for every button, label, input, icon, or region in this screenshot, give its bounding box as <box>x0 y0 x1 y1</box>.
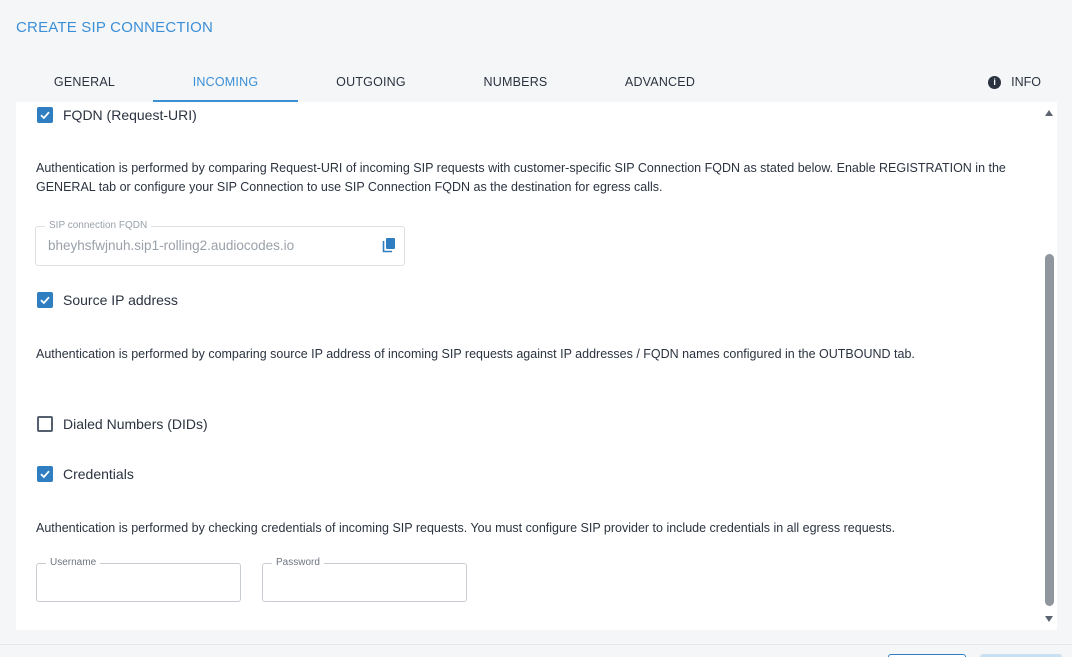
tab-info-label: INFO <box>1011 75 1041 89</box>
checkmark-icon <box>39 468 51 480</box>
source-ip-checkbox[interactable] <box>37 292 53 308</box>
dids-checkbox-row[interactable] <box>37 416 208 432</box>
tab-incoming[interactable]: INCOMING <box>153 62 298 102</box>
credentials-description: Authentication is performed by checking credentials of incoming SIP requests. You must configure SIP provider to include credentials in all egress requests. <box>36 521 896 535</box>
fqdn-checkbox-label: FQDN (Request-URI) <box>63 107 197 123</box>
fqdn-description: Authentication is performed by comparing Request-URI of incoming SIP requests with customer-specific SIP Connection FQDN as stated below. Enable REGISTRATION in the GENERAL tab or configure your SIP Connection to use SIP Connection FQDN as the destination for egress calls. <box>36 161 1006 194</box>
checkmark-icon <box>39 294 51 306</box>
fqdn-checkbox-row[interactable] <box>37 107 197 123</box>
password-field[interactable] <box>262 557 467 602</box>
incoming-panel <box>16 102 1057 630</box>
scroll-up-arrow-icon[interactable] <box>1045 110 1053 116</box>
dids-checkbox[interactable] <box>37 416 53 432</box>
password-field-label: Password <box>272 557 324 569</box>
tab-advanced[interactable]: ADVANCED <box>624 75 696 89</box>
username-field-label: Username <box>46 557 100 569</box>
source-ip-checkbox-row[interactable] <box>37 292 178 308</box>
page-title: CREATE SIP CONNECTION <box>16 19 214 36</box>
tab-general[interactable]: GENERAL <box>53 75 116 89</box>
info-icon: i <box>988 76 1001 89</box>
fqdn-field-label: SIP connection FQDN <box>45 220 151 232</box>
credentials-checkbox-label: Credentials <box>63 466 134 482</box>
scrollbar[interactable] <box>1042 104 1056 628</box>
fqdn-checkbox[interactable] <box>37 107 53 123</box>
scrollbar-thumb[interactable] <box>1045 254 1054 606</box>
scroll-down-arrow-icon[interactable] <box>1045 616 1053 622</box>
fqdn-field-value: bheyhsfwjnuh.sip1-rolling2.audiocodes.io <box>48 238 295 253</box>
source-ip-description: Authentication is performed by comparing source IP address of incoming SIP requests against IP addresses / FQDN names configured in the OUTBOUND tab. <box>36 347 915 361</box>
credentials-checkbox-row[interactable] <box>37 466 134 482</box>
fqdn-field <box>35 220 405 266</box>
dids-checkbox-label: Dialed Numbers (DIDs) <box>63 416 208 432</box>
footer-divider <box>0 644 1072 645</box>
copy-icon[interactable] <box>382 237 396 253</box>
tab-numbers[interactable]: NUMBERS <box>483 75 548 89</box>
credentials-checkbox[interactable] <box>37 466 53 482</box>
checkmark-icon <box>39 109 51 121</box>
username-field[interactable] <box>36 557 241 602</box>
tab-bar <box>16 62 1057 102</box>
source-ip-checkbox-label: Source IP address <box>63 292 178 308</box>
tab-outgoing[interactable]: OUTGOING <box>336 75 406 89</box>
tab-info[interactable] <box>988 62 1057 102</box>
